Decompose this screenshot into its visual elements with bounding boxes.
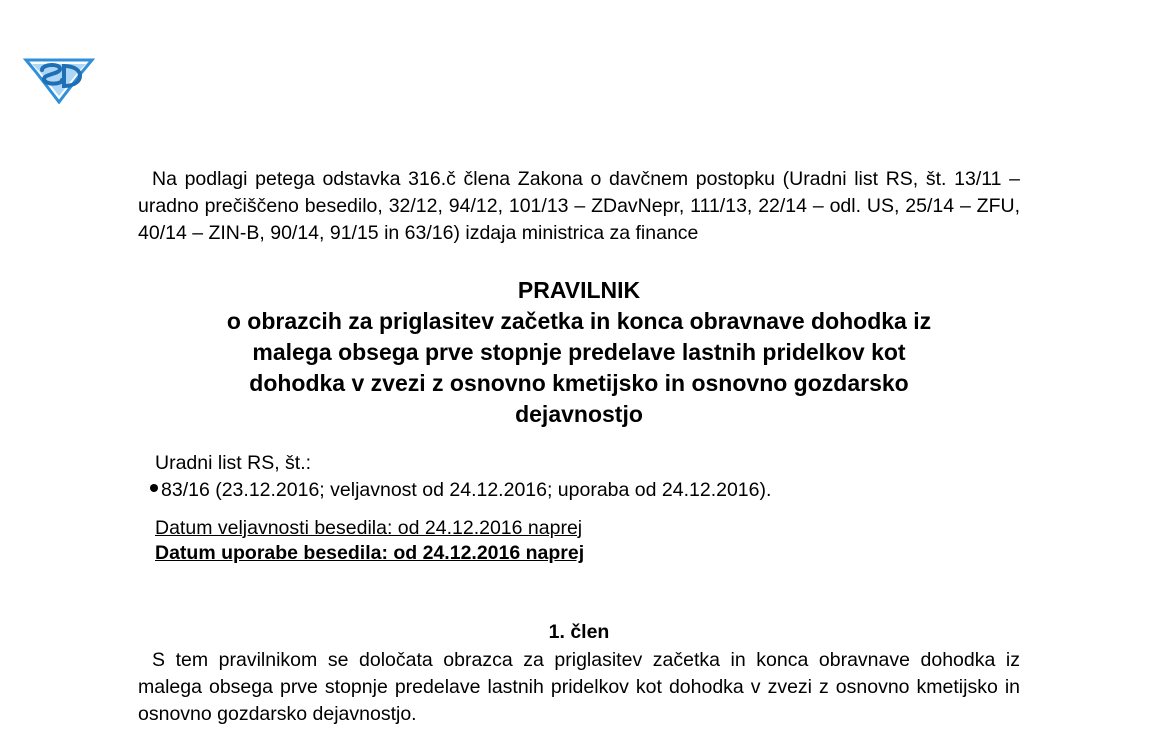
article-1-text: S tem pravilnikom se določata obrazca za priglasitev začetka in konca obravnave dohodka iz malega obsega prve stopnje predelave lastnih pridelkov kot dohodka v zvezi z osnovno kmetijsko in osnovno gozdarsko dejavnostjo. <box>138 649 1020 725</box>
application-date-text: Datum uporabe besedila: od 24.12.2016 naprej <box>155 542 585 564</box>
gazette-entry-text: 83/16 (23.12.2016; veljavnost od 24.12.2016; uporaba od 24.12.2016). <box>161 479 772 501</box>
title-line: o obrazcih za priglasitev začetka in konca obravnave dohodka iz <box>226 308 932 334</box>
gazette-entry <box>150 477 1020 504</box>
title-line: dejavnostjo <box>515 401 643 427</box>
sd-shield-logo-icon <box>22 50 96 104</box>
bullet-icon <box>150 484 158 492</box>
regulation-title <box>138 275 1020 430</box>
intro-paragraph: Na podlagi petega odstavka 316.č člena Zakona o davčnem postopku (Uradni list RS, št. 13/11 – uradno prečiščeno besedilo, 32/12, 94/12, 101/13 – ZDavNepr, 111/13, 22/14 – odl. US, 25/14 – ZFU, 40/14 – ZIN-B, 90/14, 91/15 in 63/16) izdaja ministrica za finance <box>138 168 1020 244</box>
validity-date-text: Datum veljavnosti besedila: od 24.12.2016 naprej <box>155 517 583 539</box>
gazette-label: Uradni list RS, št.: <box>155 452 312 474</box>
document-page <box>138 166 1020 728</box>
title-main: PRAVILNIK <box>517 277 641 303</box>
title-line: dohodka v zvezi z osnovno kmetijsko in osnovno gozdarsko <box>249 370 909 396</box>
title-line: malega obsega prve stopnje predelave lastnih pridelkov kot <box>252 339 906 365</box>
article-1-title: 1. člen <box>548 621 610 643</box>
validity-dates <box>138 516 1020 566</box>
gazette-reference <box>138 450 1020 504</box>
